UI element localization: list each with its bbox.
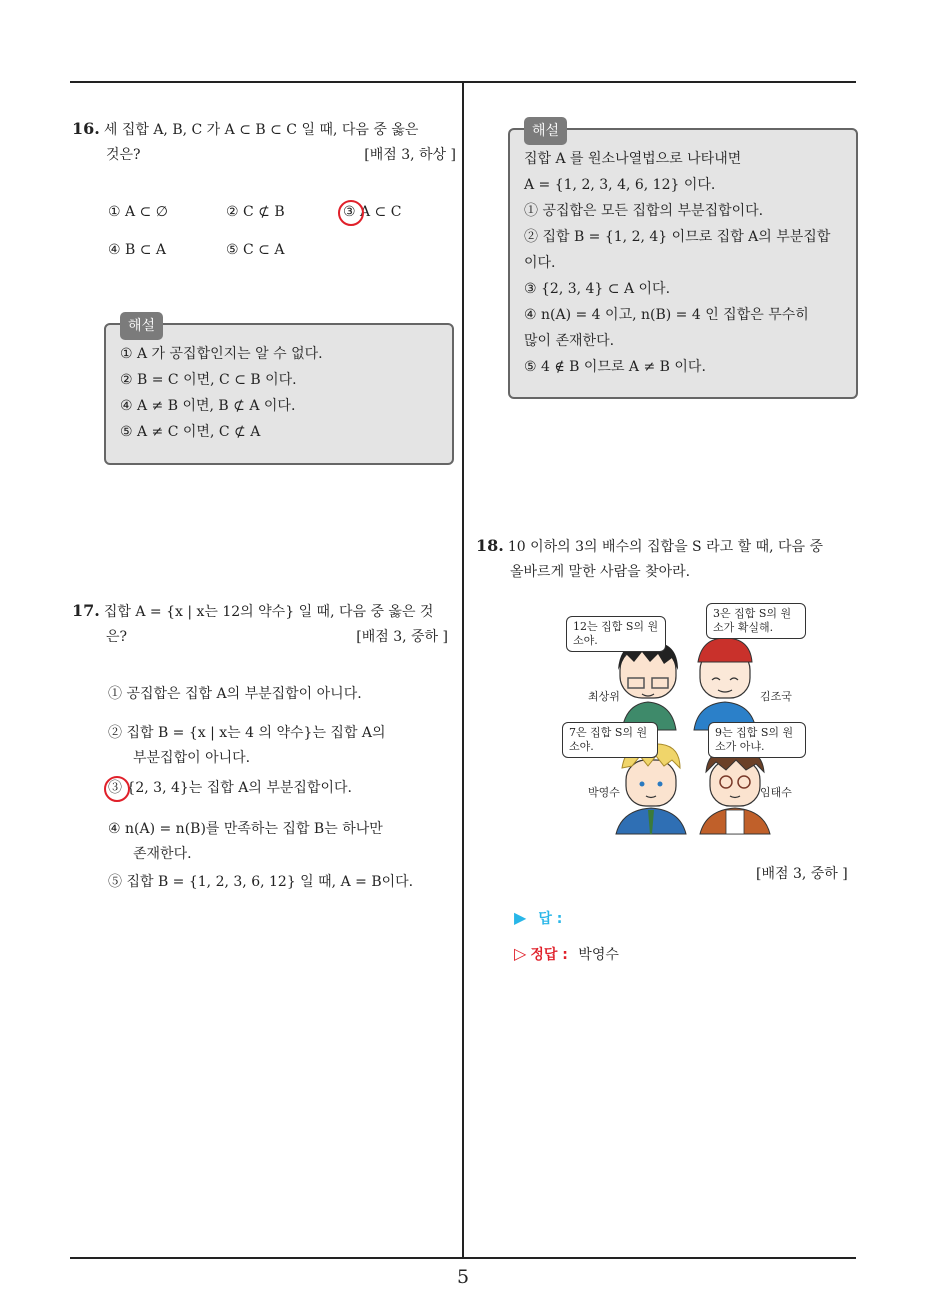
solution-line: ① 공집합은 모든 집합의 부분집합이다.: [524, 203, 764, 219]
question-16: [72, 116, 456, 168]
student-name-park: 박영수: [588, 786, 620, 799]
q17-option-2-cont: 부분집합이 아니다.: [133, 750, 251, 766]
selected-circle-icon: [338, 200, 364, 226]
question-stem: 집합 A = {x | x는 12의 약수} 일 때, 다음 중 옳은 것: [103, 604, 434, 620]
q17-option-2[interactable]: ② 집합 B = {x | x는 4 의 약수}는 집합 A의: [108, 725, 386, 741]
q17-option-3[interactable]: ③ {2, 3, 4}는 집합 A의 부분집합이다.: [108, 780, 352, 796]
solution-line: ⑤ A ≠ C 이면, C ⊄ A: [120, 424, 261, 440]
speech-bubble-lim: 9는 집합 S의 원소가 아냐.: [708, 722, 806, 758]
question-18: [476, 533, 860, 585]
answer-arrow-icon: ▶: [514, 908, 527, 927]
correct-arrow-icon: ▷: [514, 944, 527, 963]
q17-option-5[interactable]: ⑤ 집합 B = {1, 2, 3, 6, 12} 일 때, A = B이다.: [108, 874, 414, 890]
q16-option-4[interactable]: ④ B ⊂ A: [108, 242, 167, 258]
question-17: [72, 598, 448, 650]
solution-line: A = {1, 2, 3, 4, 6, 12} 이다.: [524, 177, 716, 193]
student-name-choi: 최상위: [588, 690, 620, 703]
solution-tab: 해설: [524, 117, 567, 145]
q17-option-4-cont: 존재한다.: [133, 846, 192, 862]
column-divider: [462, 83, 464, 1257]
question-number: 18.: [476, 536, 504, 555]
question-number: 16.: [72, 119, 100, 138]
question-stem: 세 집합 A, B, C 가 A ⊂ B ⊂ C 일 때, 다음 중 옳은: [103, 122, 419, 138]
q16-option-3[interactable]: ③ A ⊂ C: [343, 204, 402, 220]
solution-line: 집합 A 를 원소나열법으로 나타내면: [524, 151, 742, 167]
student-kim-icon: [694, 638, 756, 730]
score-meta: [배점 3, 중하 ]: [356, 629, 448, 645]
correct-value: 박영수: [578, 947, 619, 963]
q16-option-2[interactable]: ② C ⊄ B: [226, 204, 285, 220]
q18-score-meta: [배점 3, 중하 ]: [756, 866, 848, 882]
solution-line: 이다.: [524, 255, 556, 271]
q16-option-5[interactable]: ⑤ C ⊂ A: [226, 242, 285, 258]
question-stem-cont: 것은?: [106, 147, 141, 163]
question-stem-cont: 은?: [106, 629, 128, 645]
solution-line: ④ A ≠ B 이면, B ⊄ A 이다.: [120, 398, 296, 414]
solution-line: ③ {2, 3, 4} ⊂ A 이다.: [524, 281, 671, 297]
q16-option-1[interactable]: ① A ⊂ ∅: [108, 204, 168, 220]
speech-bubble-kim: 3은 집합 S의 원소가 확실해.: [706, 603, 806, 639]
q17-option-4[interactable]: ④ n(A) = n(B)를 만족하는 집합 B는 하나만: [108, 821, 383, 837]
question-stem-cont: 올바르게 말한 사람을 찾아라.: [510, 564, 691, 580]
correct-answer-row: [514, 944, 619, 964]
student-name-kim: 김조국: [760, 690, 792, 703]
speech-bubble-choi: 12는 집합 S의 원소야.: [566, 616, 666, 652]
speech-bubble-park: 7은 집합 S의 원소야.: [562, 722, 658, 758]
selected-circle-icon: [104, 776, 130, 802]
solution-line: ① A 가 공집합인지는 알 수 없다.: [120, 346, 323, 362]
student-choi-icon: [618, 642, 678, 730]
q17-option-1[interactable]: ① 공집합은 집합 A의 부분집합이 아니다.: [108, 686, 362, 702]
question-stem: 10 이하의 3의 배수의 집합을 S 라고 할 때, 다음 중: [507, 539, 824, 555]
solution-line: ② 집합 B = {1, 2, 4} 이므로 집합 A의 부분집합: [524, 229, 831, 245]
score-meta: [배점 3, 하상 ]: [364, 147, 456, 163]
student-name-lim: 임태수: [760, 786, 792, 799]
solution-tab: 해설: [120, 312, 163, 340]
solution-line: ④ n(A) = 4 이고, n(B) = 4 인 집합은 무수히: [524, 307, 809, 323]
q16-solution-box: [104, 318, 454, 465]
q17-solution-box: [508, 123, 858, 399]
question-number: 17.: [72, 601, 100, 620]
solution-line: ② B = C 이면, C ⊂ B 이다.: [120, 372, 297, 388]
solution-line: 많이 존재한다.: [524, 333, 615, 349]
correct-label: 정답 :: [530, 947, 568, 963]
answer-row: [514, 908, 562, 928]
page-number: 5: [456, 1266, 470, 1288]
answer-label: 답 :: [538, 911, 563, 927]
bottom-rule: [70, 1257, 856, 1259]
solution-line: ⑤ 4 ∉ B 이므로 A ≠ B 이다.: [524, 359, 706, 375]
